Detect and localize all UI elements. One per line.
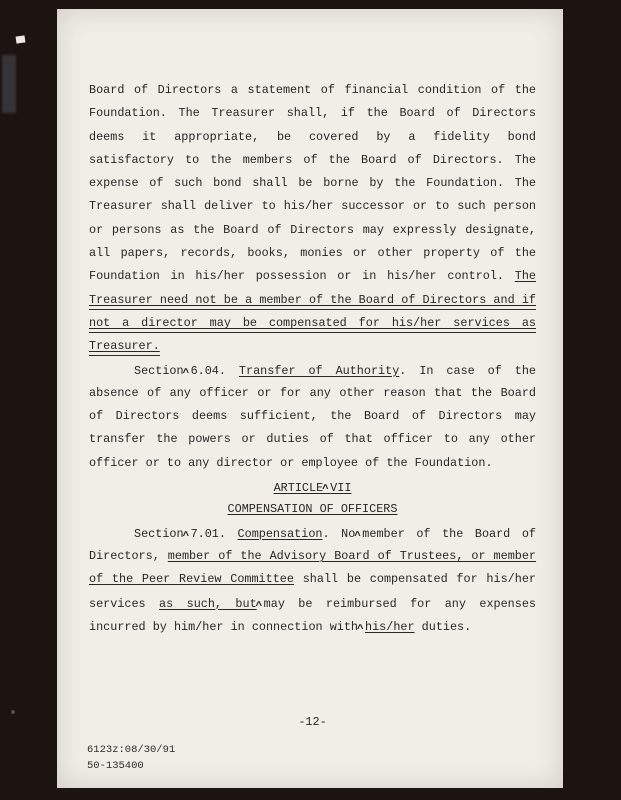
caret-insertion-mark: ^ bbox=[323, 479, 330, 494]
text-segment: services bbox=[89, 596, 160, 611]
underlined-text: The bbox=[514, 269, 536, 284]
text-line bbox=[89, 246, 536, 269]
text-line bbox=[89, 479, 536, 502]
text-segment: Foundation. The Treasurer shall, if the Board of Directors bbox=[89, 106, 536, 121]
text-segment: Section bbox=[134, 526, 184, 541]
reference-line: 50-135400 bbox=[87, 760, 144, 772]
text-segment: or persons as the Board of Directors may expressly designate, bbox=[89, 222, 536, 237]
underlined-text: VII bbox=[330, 481, 352, 496]
caret-insertion-mark: ^ bbox=[354, 530, 361, 543]
text-line bbox=[89, 339, 536, 362]
scan-artifact bbox=[16, 35, 26, 43]
text-segment: may be reimbursed for any expenses bbox=[263, 596, 536, 611]
text-segment: all papers, records, books, monies or other property of the bbox=[89, 246, 536, 261]
text-segment: shall be compensated for his/her bbox=[293, 572, 536, 587]
text-line bbox=[89, 386, 536, 409]
text-segment: incurred by him/her in connection with bbox=[89, 619, 359, 634]
text-line bbox=[89, 363, 536, 386]
text-line bbox=[89, 456, 536, 479]
text-line bbox=[89, 549, 536, 572]
text-segment: member of the Board of bbox=[362, 526, 536, 541]
underlined-text: not a director may be compensated for his/her services as bbox=[89, 316, 536, 333]
text-lines bbox=[89, 83, 536, 642]
text-line bbox=[89, 293, 536, 316]
text-line bbox=[89, 316, 536, 339]
underlined-text: of the Peer Review Committee bbox=[89, 572, 294, 587]
text-segment: of Directors deems sufficient, the Board of Directors may bbox=[89, 409, 536, 424]
text-segment: officer or to any director or employee of the Foundation. bbox=[89, 455, 493, 470]
text-line bbox=[89, 83, 536, 106]
text-line bbox=[89, 199, 536, 222]
underlined-text: Treasurer need not be a member of the Board of Directors and if bbox=[89, 293, 536, 310]
text-segment: . In case of the bbox=[399, 363, 536, 378]
text-line bbox=[89, 502, 536, 525]
reference-line: 6123z:08/30/91 bbox=[87, 744, 176, 756]
text-segment: Directors, bbox=[89, 548, 168, 563]
text-segment: Section bbox=[134, 363, 184, 378]
underlined-text: COMPENSATION OF OFFICERS bbox=[227, 502, 398, 517]
text-line bbox=[89, 153, 536, 176]
scan-artifact bbox=[2, 55, 16, 113]
text-line bbox=[89, 223, 536, 246]
text-segment: transfer the powers or duties of that officer to any other bbox=[89, 432, 536, 447]
document-page bbox=[57, 9, 563, 788]
underlined-text: ARTICLE bbox=[273, 481, 324, 496]
text-line bbox=[89, 409, 536, 432]
text-segment: Board of Directors a statement of financial condition of the bbox=[89, 83, 536, 97]
underlined-text: Treasurer. bbox=[89, 339, 160, 356]
caret-insertion-mark: ^ bbox=[182, 530, 190, 543]
text-segment: expense of such bond shall be borne by the Foundation. The bbox=[89, 176, 536, 191]
caret-insertion-mark: ^ bbox=[182, 367, 190, 380]
underlined-text: Transfer of Authority bbox=[238, 363, 400, 378]
underlined-text: Compensation bbox=[237, 526, 323, 541]
page-number: -12- bbox=[298, 715, 327, 729]
underlined-text: as such, but bbox=[159, 596, 257, 611]
text-segment: 6.04. bbox=[190, 363, 239, 378]
text-segment: Treasurer shall deliver to his/her successor or to such person bbox=[89, 199, 536, 214]
text-line bbox=[89, 176, 536, 199]
text-line bbox=[89, 526, 536, 549]
text-line bbox=[89, 619, 536, 642]
text-segment: satisfactory to the members of the Board of Directors. The bbox=[89, 152, 536, 167]
text-line bbox=[89, 596, 536, 619]
text-line bbox=[89, 432, 536, 455]
text-line bbox=[89, 106, 536, 129]
caret-insertion-mark: ^ bbox=[255, 600, 263, 613]
caret-insertion-mark: ^ bbox=[357, 623, 364, 636]
scan-artifact bbox=[11, 710, 15, 714]
document-reference bbox=[87, 742, 175, 774]
text-line bbox=[89, 130, 536, 153]
text-segment: absence of any officer or for any other reason that the Board bbox=[89, 385, 536, 400]
text-segment: deems it appropriate, be covered by a fidelity bond bbox=[89, 129, 536, 144]
underlined-text: his/her bbox=[365, 619, 415, 634]
text-line bbox=[89, 572, 536, 595]
text-segment: Foundation in his/her possession or in his/her control. bbox=[89, 269, 515, 284]
text-line bbox=[89, 269, 536, 292]
underlined-text: member of the Advisory Board of Trustees, or member bbox=[167, 548, 537, 563]
text-segment: . No bbox=[322, 526, 356, 541]
text-segment: duties. bbox=[414, 619, 472, 634]
text-segment: 7.01. bbox=[190, 526, 238, 541]
